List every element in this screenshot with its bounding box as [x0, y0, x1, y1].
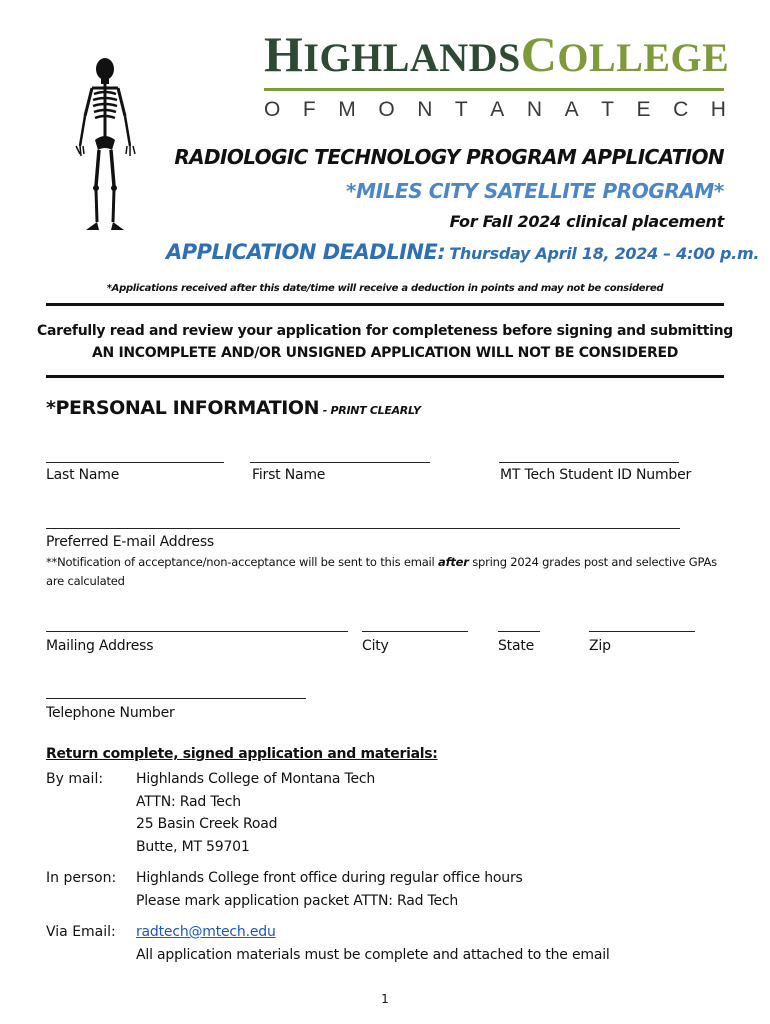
college-logo-wordmark: [264, 26, 729, 86]
logo-word-college: COLLEGE: [520, 26, 730, 82]
mail-address-block: [136, 768, 375, 858]
email-label: Preferred E-mail Address: [46, 534, 215, 550]
logo-divider: [264, 88, 724, 91]
logo-subtitle-letter: M: [338, 98, 356, 121]
logo-subtitle-letter: E: [636, 98, 651, 121]
state-line[interactable]: [498, 631, 540, 632]
page-number: 1: [381, 992, 389, 1006]
logo-subtitle-letter: T: [601, 98, 614, 121]
late-application-note: *Applications received after this date/time will receive a deduction in points and may not be considered: [106, 283, 664, 294]
logo-subtitle-letter: H: [710, 98, 726, 121]
in-person-line: Please mark application packet ATTN: Rad Tech: [136, 892, 459, 909]
logo-subtitle-letter: C: [673, 98, 689, 121]
via-email-label: Via Email:: [46, 924, 116, 940]
placement-term: For Fall 2024 clinical placement: [449, 212, 724, 231]
program-title: RADIOLOGIC TECHNOLOGY PROGRAM APPLICATION: [174, 145, 724, 169]
logo-subtitle-letter: O: [264, 98, 281, 121]
logo-subtitle-letter: N: [417, 98, 433, 121]
mail-line: Highlands College of Montana Tech: [136, 771, 376, 787]
completeness-instructions: [0, 320, 770, 364]
divider-top: [46, 303, 724, 306]
radtech-email-link[interactable]: radtech@mtech.edu: [136, 924, 276, 940]
instructions-line-2: AN INCOMPLETE AND/OR UNSIGNED APPLICATION WILL NOT BE CONSIDERED: [91, 345, 679, 361]
deadline-label: APPLICATION DEADLINE:: [166, 240, 446, 264]
logo-subtitle-letter: A: [564, 98, 579, 121]
first-name-line[interactable]: [250, 462, 430, 463]
city-line[interactable]: [362, 631, 468, 632]
satellite-program-title: *MILES CITY SATELLITE PROGRAM*: [346, 179, 724, 203]
logo-word-highlands: HIGHLANDS: [264, 26, 521, 82]
city-label: City: [362, 638, 389, 654]
logo-subtitle-letter: A: [490, 98, 505, 121]
skeleton-icon: [70, 54, 140, 236]
in-person-label: In person:: [46, 870, 117, 886]
telephone-label: Telephone Number: [46, 705, 175, 721]
email-line[interactable]: [46, 528, 680, 529]
state-label: State: [498, 638, 535, 654]
logo-subtitle-letter: N: [526, 98, 543, 121]
mail-line: Butte, MT 59701: [136, 838, 250, 855]
mailing-address-line[interactable]: [46, 631, 348, 632]
mail-line: ATTN: Rad Tech: [136, 793, 241, 810]
by-mail-label: By mail:: [46, 771, 104, 787]
last-name-label: Last Name: [46, 467, 120, 483]
mail-line: 25 Basin Creek Road: [136, 816, 278, 832]
telephone-line[interactable]: [46, 698, 306, 699]
email-attachment-note: All application materials must be complete and attached to the email: [136, 946, 610, 963]
logo-subtitle-letter: F: [302, 98, 316, 121]
deadline-date: Thursday April 18, 2024 – 4:00 p.m.: [449, 244, 760, 263]
last-name-line[interactable]: [46, 462, 224, 463]
email-notification-note: **Notification of acceptance/non-acceptance will be sent to this email after spring 2024 grades post and selective GPAs are calculated: [46, 555, 717, 588]
divider-bottom: [46, 375, 724, 378]
first-name-label: First Name: [252, 467, 326, 483]
via-email-block: [136, 921, 610, 966]
zip-line[interactable]: [589, 631, 695, 632]
student-id-line[interactable]: [499, 462, 679, 463]
mailing-address-label: Mailing Address: [46, 638, 154, 654]
logo-subtitle-letter: O: [378, 98, 395, 121]
student-id-label: MT Tech Student ID Number: [500, 467, 692, 483]
return-materials-heading: Return complete, signed application and materials:: [46, 746, 438, 762]
logo-subtitle-letter: T: [454, 98, 468, 121]
logo-subtitle: [264, 98, 726, 122]
in-person-block: [136, 867, 523, 912]
zip-label: Zip: [589, 638, 611, 654]
application-deadline: [166, 240, 759, 264]
in-person-line: Highlands College front office during regular office hours: [136, 870, 523, 886]
instructions-line-1: Carefully read and review your application for completeness before signing and submitting: [37, 323, 733, 339]
personal-info-heading: *PERSONAL INFORMATION - PRINT CLEARLY: [46, 397, 421, 419]
